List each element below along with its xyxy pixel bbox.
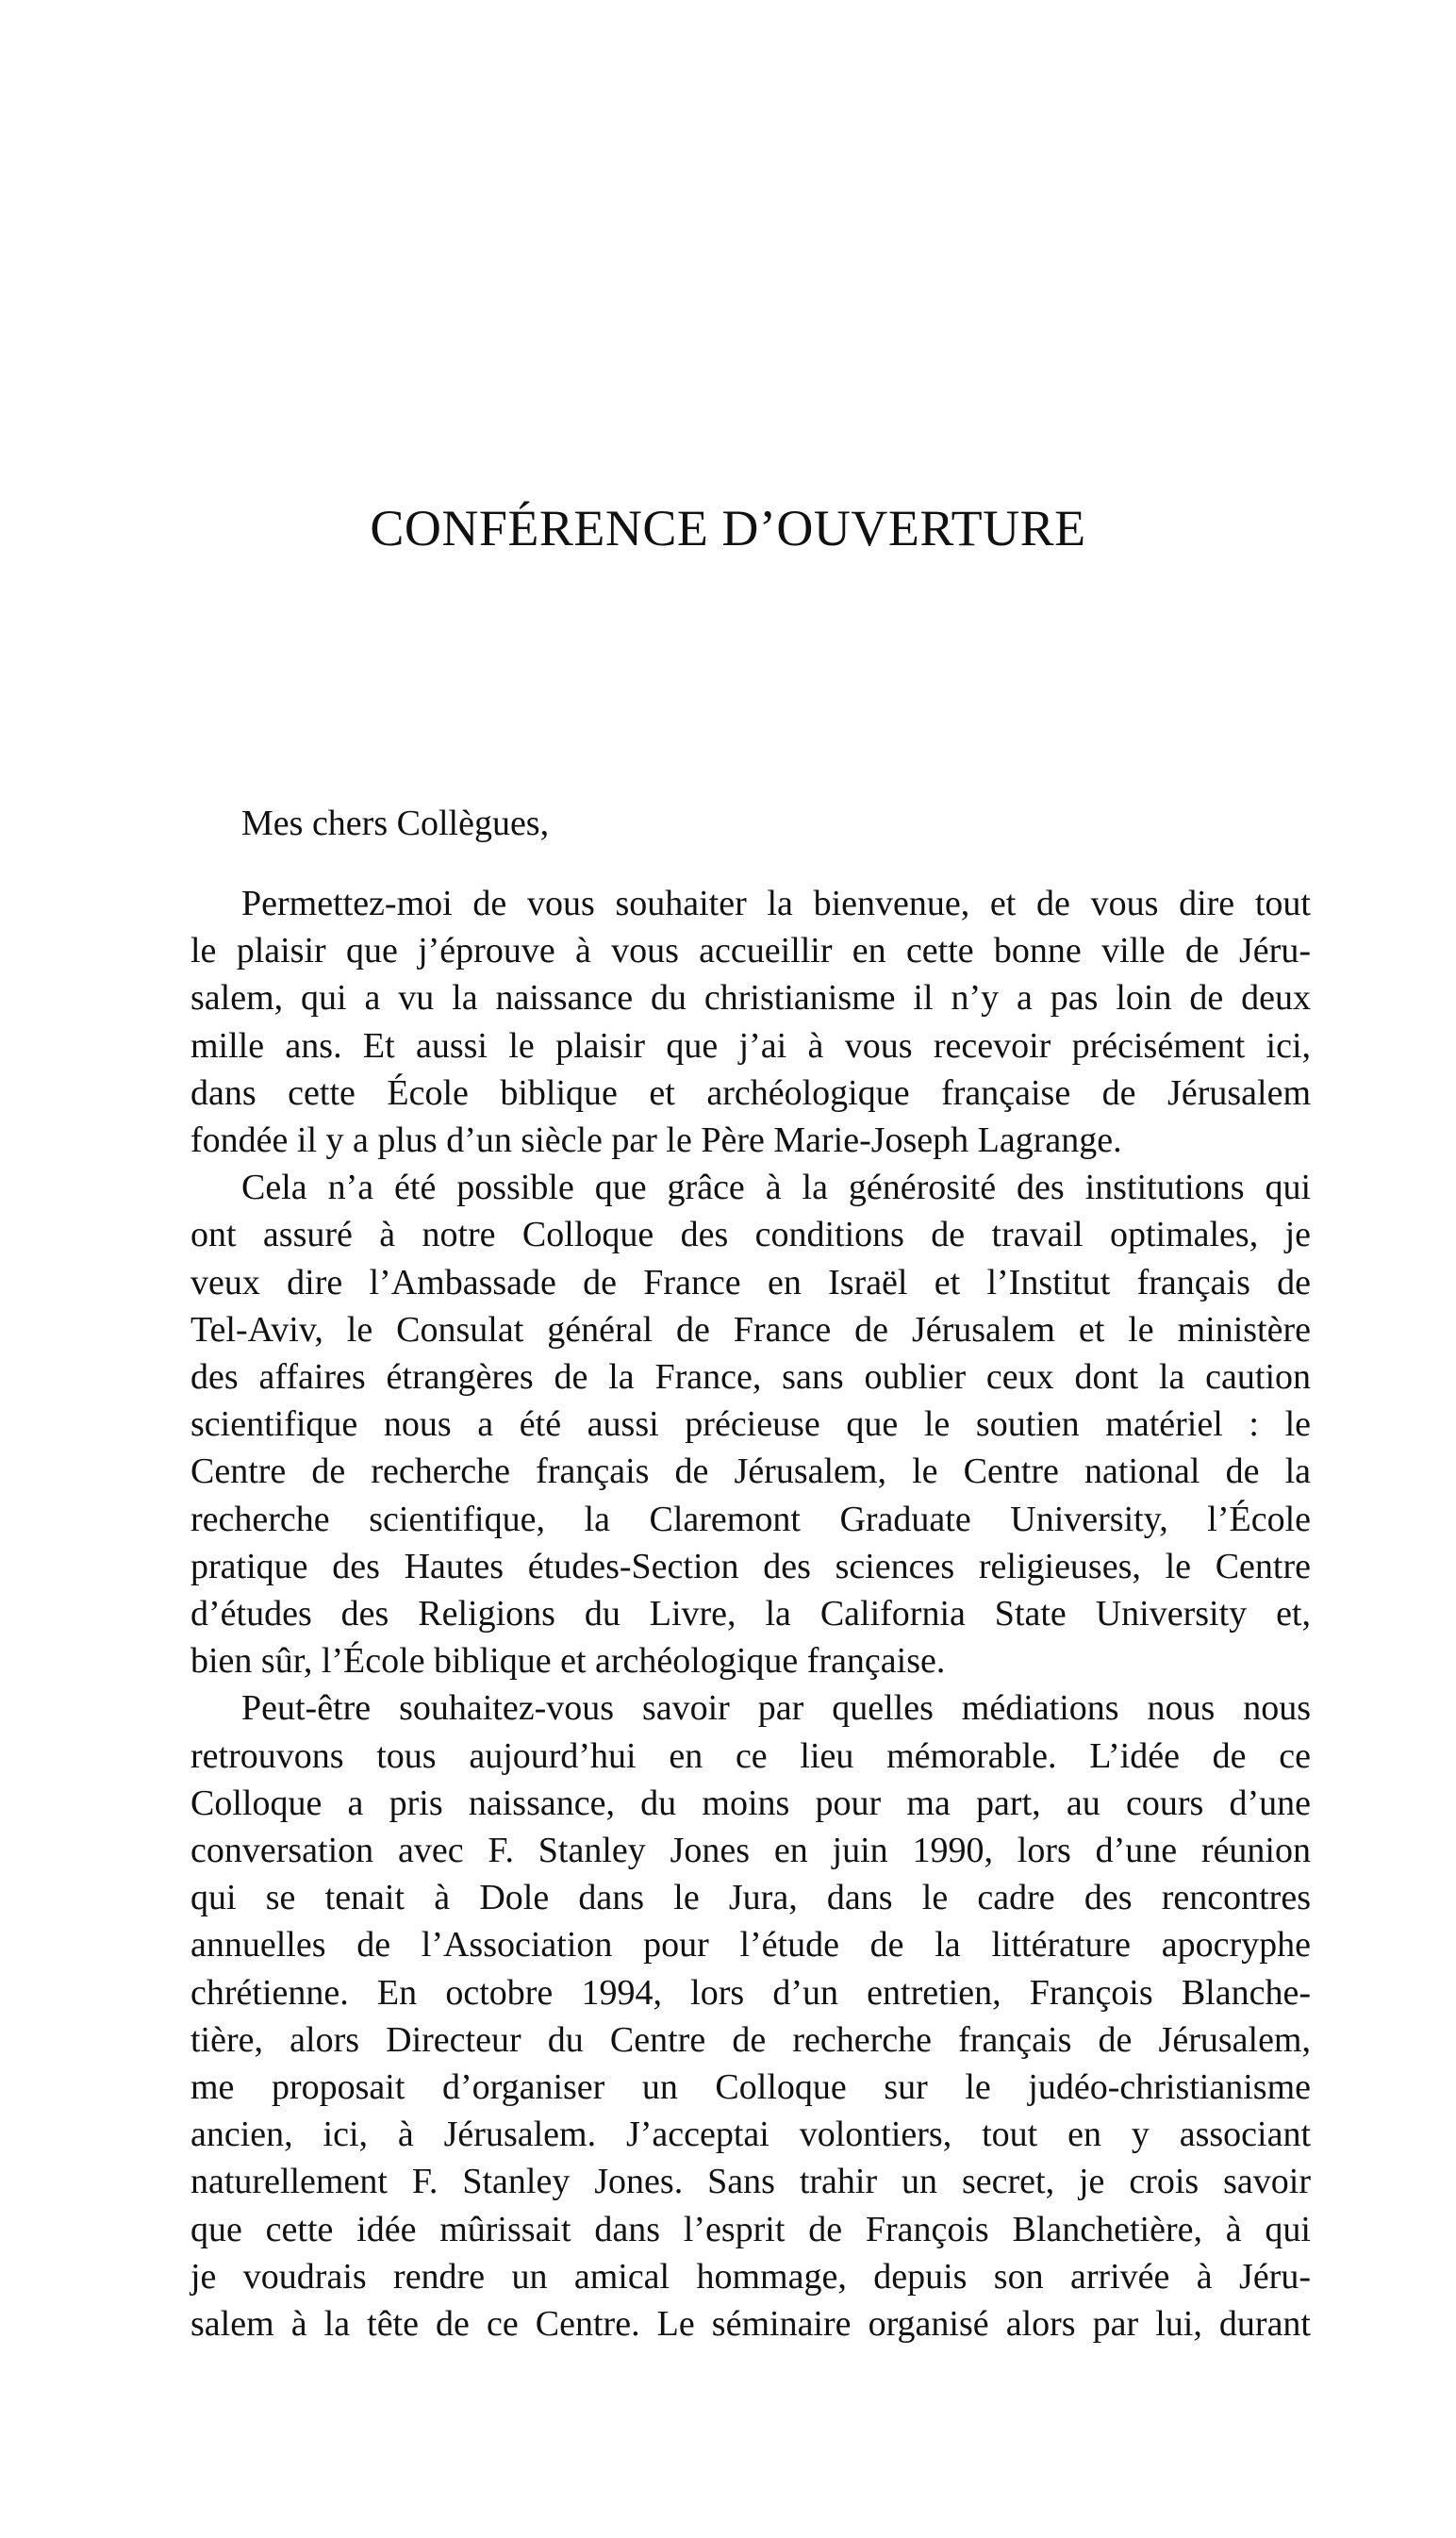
paragraph-line: retrouvons tous aujourd’hui en ce lieu mémorable. L’idée de ce xyxy=(190,1735,1311,1776)
paragraph-line: qui se tenait à Dole dans le Jura, dans le cadre des rencontres xyxy=(190,1878,1311,1918)
paragraph-line: dans cette École biblique et archéologique française de Jérusalem xyxy=(190,1072,1311,1113)
body-text xyxy=(190,800,1311,2347)
paragraph-line: Tel-Aviv, le Consulat général de France de Jérusalem et le ministère xyxy=(190,1309,1311,1350)
paragraph-line: veux dire l’Ambassade de France en Israël et l’Institut français de xyxy=(190,1262,1311,1302)
paragraph-line: scientifique nous a été aussi précieuse que le soutien matériel : le xyxy=(190,1404,1311,1445)
paragraph-line: chrétienne. En octobre 1994, lors d’un entretien, François Blanche- xyxy=(190,1972,1311,2013)
paragraph-line: annuelles de l’Association pour l’étude de la littérature apocryphe xyxy=(190,1925,1311,1966)
paragraph-line: naturellement F. Stanley Jones. Sans trahir un secret, je crois savoir xyxy=(190,2162,1311,2202)
paragraph-line: recherche scientifique, la Claremont Graduate University, l’École xyxy=(190,1499,1311,1539)
paragraph-line: mille ans. Et aussi le plaisir que j’ai à vous recevoir précisément ici, xyxy=(190,1025,1311,1066)
paragraph-line: que cette idée mûrissait dans l’esprit de François Blanchetière, à qui xyxy=(190,2209,1311,2249)
paragraph-line: bien sûr, l’École biblique et archéologique française. xyxy=(190,1641,946,1682)
paragraph-line: ancien, ici, à Jérusalem. J’acceptai volontiers, tout en y associant xyxy=(190,2115,1311,2155)
paragraph-3 xyxy=(190,1684,1311,2347)
paragraph-line: Peut-être souhaitez-vous savoir par quelles médiations nous nous xyxy=(241,1688,1311,1729)
paragraph-line: le plaisir que j’éprouve à vous accueillir en cette bonne ville de Jéru- xyxy=(190,931,1311,971)
paragraph-line: Cela n’a été possible que grâce à la générosité des institutions qui xyxy=(241,1168,1311,1208)
salutation xyxy=(190,800,1311,847)
paragraph-2 xyxy=(190,1164,1311,1684)
page-title: CONFÉRENCE D’OUVERTURE xyxy=(370,500,1086,556)
paragraph-line: salem à la tête de ce Centre. Le séminaire organisé alors par lui, durant xyxy=(190,2304,1311,2345)
paragraph-line: Centre de recherche français de Jérusalem, le Centre national de la xyxy=(190,1451,1311,1492)
paragraph-line: des affaires étrangères de la France, sans oublier ceux dont la caution xyxy=(190,1357,1311,1398)
paragraph-line: tière, alors Directeur du Centre de recherche français de Jérusalem, xyxy=(190,2019,1311,2060)
paragraph-line: d’études des Religions du Livre, la California State University et, xyxy=(190,1594,1311,1634)
paragraph-line: pratique des Hautes études-Section des sciences religieuses, le Centre xyxy=(190,1546,1311,1586)
paragraph-line: salem, qui a vu la naissance du christianisme il n’y a pas loin de deux xyxy=(190,978,1311,1019)
paragraph-1 xyxy=(190,880,1311,1164)
paragraph-line: je voudrais rendre un amical hommage, depuis son arrivée à Jéru- xyxy=(190,2256,1311,2297)
paragraph-line: conversation avec F. Stanley Jones en juin 1990, lors d’une réunion xyxy=(190,1831,1311,1871)
paragraph-line: Permettez-moi de vous souhaiter la bienvenue, et de vous dire tout xyxy=(241,884,1311,923)
paragraph-line: fondée il y a plus d’un siècle par le Père Marie-Joseph Lagrange. xyxy=(190,1120,1122,1161)
paragraph-line: ont assuré à notre Colloque des conditions de travail optimales, je xyxy=(190,1215,1311,1255)
paragraph-line: me proposait d’organiser un Colloque sur le judéo-christianisme xyxy=(190,2067,1311,2108)
salutation-text: Mes chers Collègues, xyxy=(241,804,550,843)
paragraph-line: Colloque a pris naissance, du moins pour ma part, au cours d’une xyxy=(190,1783,1311,1823)
